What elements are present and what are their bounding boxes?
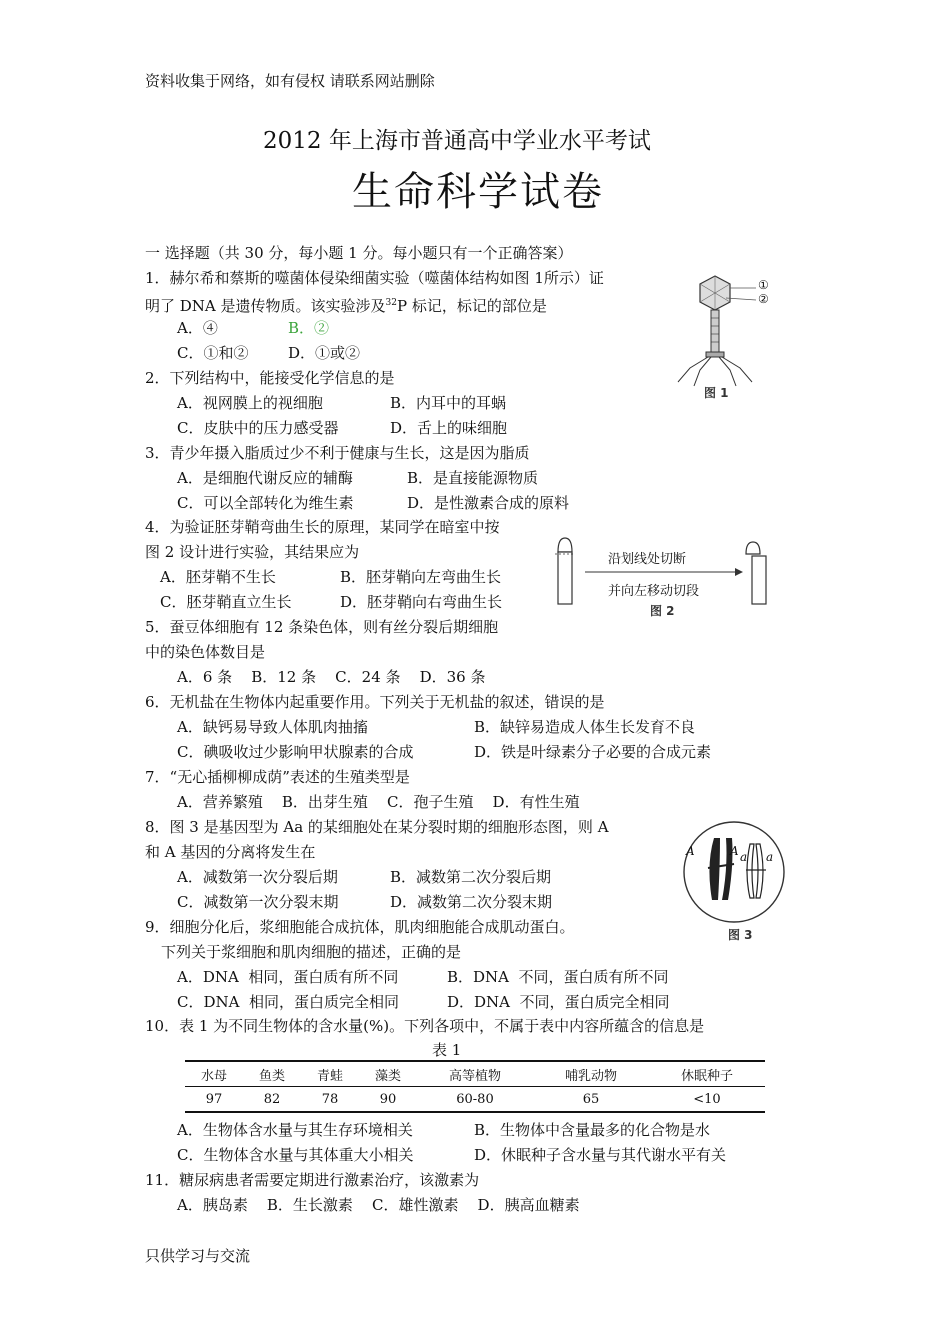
fig1-label-1: ①	[758, 278, 769, 292]
q4-option-b: B．胚芽鞘向左弯曲生长	[340, 568, 502, 586]
q9-option-c: C．DNA 相同，蛋白质完全相同	[177, 993, 399, 1011]
q3-option-a: A．是细胞代谢反应的辅酶	[177, 469, 353, 487]
q4-option-a: A．胚芽鞘不生长	[160, 568, 276, 586]
figure-3-cell	[676, 820, 796, 945]
q8-option-a: A．减数第一次分裂后期	[177, 868, 338, 886]
table-cell: 90	[359, 1087, 417, 1113]
q1-option-a: A．④	[177, 319, 218, 337]
q8-option-c: C．减数第一次分裂末期	[177, 893, 339, 911]
q7-options: A．营养繁殖 B．出芽生殖 C．孢子生殖 D．有性生殖	[177, 793, 580, 811]
water-content-table	[185, 1060, 765, 1113]
table-cell: 78	[301, 1087, 359, 1113]
fig2-caption: 图 2	[650, 604, 675, 618]
q9-stem-line1: 9．细胞分化后，浆细胞能合成抗体，肌肉细胞能合成肌动蛋白。	[145, 918, 575, 936]
table-header-cell: 休眠种子	[649, 1061, 765, 1087]
fig2-text-2: 并向左移动切段	[608, 584, 700, 599]
table-cell: 97	[185, 1087, 243, 1113]
q3-option-d: D．是性激素合成的原料	[407, 494, 570, 512]
q1-option-c: C．①和②	[177, 344, 249, 362]
q1-stem-part1: 明了 DNA 是遗传物质。该实验涉及	[145, 297, 386, 315]
q1-option-b: B．②	[288, 319, 330, 337]
q10-stem: 10．表 1 为不同生物体的含水量(%)。下列各项中，不属于表中内容所蕴含的信息是	[145, 1017, 705, 1035]
table-header-cell: 哺乳动物	[533, 1061, 649, 1087]
q4-stem-line1: 4．为验证胚芽鞘弯曲生长的原理，某同学在暗室中按	[145, 518, 500, 536]
table-header-cell: 高等植物	[417, 1061, 533, 1087]
q1-stem-line2	[145, 293, 547, 316]
q4-option-c: C．胚芽鞘直立生长	[160, 593, 292, 611]
q11-options: A．胰岛素 B．生长激素 C．雄性激素 D．胰高血糖素	[177, 1196, 580, 1214]
figure-1-phage	[670, 270, 780, 400]
q9-stem-line2: 下列关于浆细胞和肌肉细胞的描述，正确的是	[161, 943, 462, 961]
q11-stem: 11．糖尿病患者需要定期进行激素治疗，该激素为	[145, 1171, 480, 1189]
fig3-label-A2: A	[730, 844, 739, 858]
q2-option-c: C．皮肤中的压力感受器	[177, 419, 339, 437]
fig3-label-a2: a	[766, 850, 774, 864]
footer-note: 只供学习与交流	[145, 1247, 251, 1265]
section-heading: 一 选择题（共 30 分，每小题 1 分。每小题只有一个正确答案）	[145, 244, 573, 262]
q5-stem-line1: 5．蚕豆体细胞有 12 条染色体，则有丝分裂后期细胞	[145, 618, 499, 636]
table-cell: 65	[533, 1087, 649, 1113]
q8-option-b: B．减数第二次分裂后期	[390, 868, 552, 886]
table-caption: 表 1	[432, 1041, 462, 1059]
q8-stem-line2: 和 A 基因的分离将发生在	[145, 843, 316, 861]
fig3-caption: 图 3	[728, 928, 753, 942]
table-header-cell: 藻类	[359, 1061, 417, 1087]
q3-option-c: C．可以全部转化为维生素	[177, 494, 354, 512]
q7-stem: 7．“无心插柳柳成荫”表述的生殖类型是	[145, 768, 410, 786]
q9-option-b: B．DNA 不同，蛋白质有所不同	[447, 968, 669, 986]
q6-option-a: A．缺钙易导致人体肌肉抽搐	[177, 718, 368, 736]
fig1-caption: 图 1	[704, 386, 729, 400]
q10-option-b: B．生物体中含量最多的化合物是水	[474, 1121, 711, 1139]
q1-superscript: 32	[385, 298, 397, 308]
q6-stem: 6．无机盐在生物体内起重要作用。下列关于无机盐的叙述，错误的是	[145, 693, 605, 711]
q6-option-c: C．碘吸收过少影响甲状腺素的合成	[177, 743, 414, 761]
q1-option-d: D．①或②	[288, 344, 361, 362]
q10-option-c: C．生物体含水量与其体重大小相关	[177, 1146, 414, 1164]
q1-stem-part2: P 标记，标记的部位是	[396, 297, 547, 315]
fig2-text-1: 沿划线处切断	[608, 552, 687, 567]
exam-title: 2012 年上海市普通高中学业水平考试	[263, 128, 651, 154]
q2-option-a: A．视网膜上的视细胞	[177, 394, 323, 412]
q5-stem-line2: 中的染色体数目是	[145, 643, 266, 661]
q3-option-b: B．是直接能源物质	[407, 469, 539, 487]
fig3-label-A1: A	[686, 844, 695, 858]
figure-2-coleoptile	[550, 530, 780, 620]
table-cell: 60-80	[417, 1087, 533, 1113]
table-row	[185, 1087, 765, 1113]
q3-stem: 3．青少年摄入脂质过少不利于健康与生长，这是因为脂质	[145, 444, 530, 462]
table-cell: <10	[649, 1087, 765, 1113]
q9-option-a: A．DNA 相同，蛋白质有所不同	[177, 968, 399, 986]
q2-stem: 2．下列结构中，能接受化学信息的是	[145, 369, 395, 387]
header-note: 资料收集于网络，如有侵权 请联系网站删除	[145, 72, 435, 90]
q6-option-d: D．铁是叶绿素分子必要的合成元素	[474, 743, 712, 761]
q6-option-b: B．缺锌易造成人体生长发育不良	[474, 718, 696, 736]
paper-title: 生命科学试卷	[352, 169, 604, 215]
q1-stem-line1: 1．赫尔希和蔡斯的噬菌体侵染细菌实验（噬菌体结构如图 1所示）证	[145, 269, 604, 287]
fig3-label-a1: a	[740, 850, 748, 864]
q4-stem-line2: 图 2 设计进行实验，其结果应为	[145, 543, 360, 561]
q4-option-d: D．胚芽鞘向右弯曲生长	[340, 593, 503, 611]
table-header-cell: 鱼类	[243, 1061, 301, 1087]
q8-option-d: D．减数第二次分裂末期	[390, 893, 553, 911]
table-cell: 82	[243, 1087, 301, 1113]
q10-option-d: D．休眠种子含水量与其代谢水平有关	[474, 1146, 727, 1164]
q10-option-a: A．生物体含水量与其生存环境相关	[177, 1121, 413, 1139]
q8-stem-line1: 8．图 3 是基因型为 Aa 的某细胞处在某分裂时期的细胞形态图，则 A	[145, 818, 609, 836]
q5-options: A．6 条 B．12 条 C．24 条 D．36 条	[177, 668, 486, 686]
table-header-cell: 水母	[185, 1061, 243, 1087]
table-header-cell: 青蛙	[301, 1061, 359, 1087]
q9-option-d: D．DNA 不同，蛋白质完全相同	[447, 993, 670, 1011]
table-header-row	[185, 1061, 765, 1087]
fig1-label-2: ②	[758, 292, 769, 306]
q2-option-b: B．内耳中的耳蜗	[390, 394, 507, 412]
q2-option-d: D．舌上的味细胞	[390, 419, 508, 437]
